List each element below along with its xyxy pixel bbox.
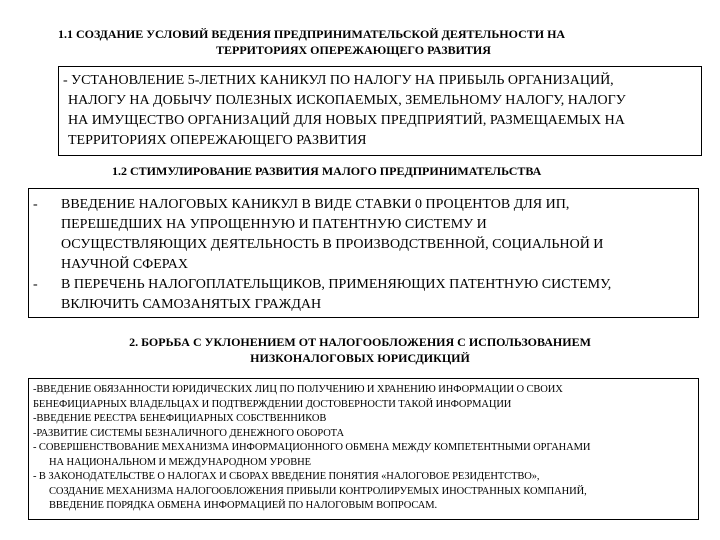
bullet-dash: - xyxy=(33,277,38,292)
box-line: ТЕРРИТОРИЯХ ОПЕРЕЖАЮЩЕГО РАЗВИТИЯ xyxy=(68,133,367,148)
section-2-heading xyxy=(50,334,670,366)
heading-line: 1.1 СОЗДАНИЕ УСЛОВИЙ ВЕДЕНИЯ ПРЕДПРИНИМАТЕЛЬСКОЙ ДЕЯТЕЛЬНОСТИ НА xyxy=(58,27,566,41)
tax-holidays-box xyxy=(58,66,702,156)
box-line: НА НАЦИОНАЛЬНОМ И МЕЖДУНАРОДНОМ УРОВНЕ xyxy=(49,456,311,468)
bullet-line: ВКЛЮЧИТЬ САМОЗАНЯТЫХ ГРАЖДАН xyxy=(61,297,322,312)
box-line: - В ЗАКОНОДАТЕЛЬСТВЕ О НАЛОГАХ И СБОРАХ ВВЕДЕНИЕ ПОНЯТИЯ «НАЛОГОВОЕ РЕЗИДЕНТСТВО», xyxy=(33,471,540,482)
box-line: СОЗДАНИЕ МЕХАНИЗМА НАЛОГООБЛОЖЕНИЯ ПРИБЫЛИ КОНТРОЛИРУЕМЫХ ИНОСТРАННЫХ КОМПАНИЙ, xyxy=(49,485,587,497)
heading-line: НИЗКОНАЛОГОВЫХ ЮРИСДИКЦИЙ xyxy=(250,351,470,365)
bullet-item xyxy=(33,195,694,275)
section-1-2-heading: 1.2 СТИМУЛИРОВАНИЕ РАЗВИТИЯ МАЛОГО ПРЕДПРИНИМАТЕЛЬСТВА xyxy=(112,164,542,178)
heading-line: 2. БОРЬБА С УКЛОНЕНИЕМ ОТ НАЛОГООБЛОЖЕНИЯ С ИСПОЛЬЗОВАНИЕМ xyxy=(129,335,591,349)
bullet-line: В ПЕРЕЧЕНЬ НАЛОГОПЛАТЕЛЬЩИКОВ, ПРИМЕНЯЮЩИХ ПАТЕНТНУЮ СИСТЕМУ, xyxy=(61,277,612,292)
box-line: НА ИМУЩЕСТВО ОРГАНИЗАЦИЙ ДЛЯ НОВЫХ ПРЕДПРИЯТИЙ, РАЗМЕЩАЕМЫХ НА xyxy=(68,113,625,128)
box-line: БЕНЕФИЦИАРНЫХ ВЛАДЕЛЬЦАХ И ПОДТВЕРЖДЕНИИ ДОСТОВЕРНОСТИ ТАКОЙ ИНФОРМАЦИИ xyxy=(33,398,512,410)
bullet-dash: - xyxy=(33,197,38,212)
bullet-line: НАУЧНОЙ СФЕРАХ xyxy=(61,257,188,272)
box-line: -РАЗВИТИЕ СИСТЕМЫ БЕЗНАЛИЧНОГО ДЕНЕЖНОГО ОБОРОТА xyxy=(33,427,344,439)
box-line: НАЛОГУ НА ДОБЫЧУ ПОЛЕЗНЫХ ИСКОПАЕМЫХ, ЗЕМЕЛЬНОМУ НАЛОГУ, НАЛОГУ xyxy=(68,93,626,108)
box-line: -ВВЕДЕНИЕ ОБЯЗАННОСТИ ЮРИДИЧЕСКИХ ЛИЦ ПО ПОЛУЧЕНИЮ И ХРАНЕНИЮ ИНФОРМАЦИИ О СВОИХ xyxy=(33,384,563,395)
tax-evasion-box xyxy=(28,378,699,520)
small-business-box xyxy=(28,188,699,318)
box-line: - СОВЕРШЕНСТВОВАНИЕ МЕХАНИЗМА ИНФОРМАЦИОННОГО ОБМЕНА МЕЖДУ КОМПЕТЕНТНЫМИ ОРГАНАМИ xyxy=(33,442,591,453)
box-line: -ВВЕДЕНИЕ РЕЕСТРА БЕНЕФИЦИАРНЫХ СОБСТВЕННИКОВ xyxy=(33,413,327,424)
bullet-line: ПЕРЕШЕДШИХ НА УПРОЩЕННУЮ И ПАТЕНТНУЮ СИСТЕМУ И xyxy=(61,217,487,232)
bullet-item xyxy=(33,275,694,315)
box-line: ВВЕДЕНИЕ ПОРЯДКА ОБМЕНА ИНФОРМАЦИЕЙ ПО НАЛОГОВЫМ ВОПРОСАМ. xyxy=(49,500,438,511)
section-1-1-heading xyxy=(58,26,698,58)
box-line: - УСТАНОВЛЕНИЕ 5-ЛЕТНИХ КАНИКУЛ ПО НАЛОГУ НА ПРИБЫЛЬ ОРГАНИЗАЦИЙ, xyxy=(63,73,614,88)
bullet-line: ВВЕДЕНИЕ НАЛОГОВЫХ КАНИКУЛ В ВИДЕ СТАВКИ 0 ПРОЦЕНТОВ ДЛЯ ИП, xyxy=(61,197,570,212)
bullet-line: ОСУЩЕСТВЛЯЮЩИХ ДЕЯТЕЛЬНОСТЬ В ПРОИЗВОДСТВЕННОЙ, СОЦИАЛЬНОЙ И xyxy=(61,237,604,252)
heading-line: ТЕРРИТОРИЯХ ОПЕРЕЖАЮЩЕГО РАЗВИТИЯ xyxy=(216,43,491,57)
